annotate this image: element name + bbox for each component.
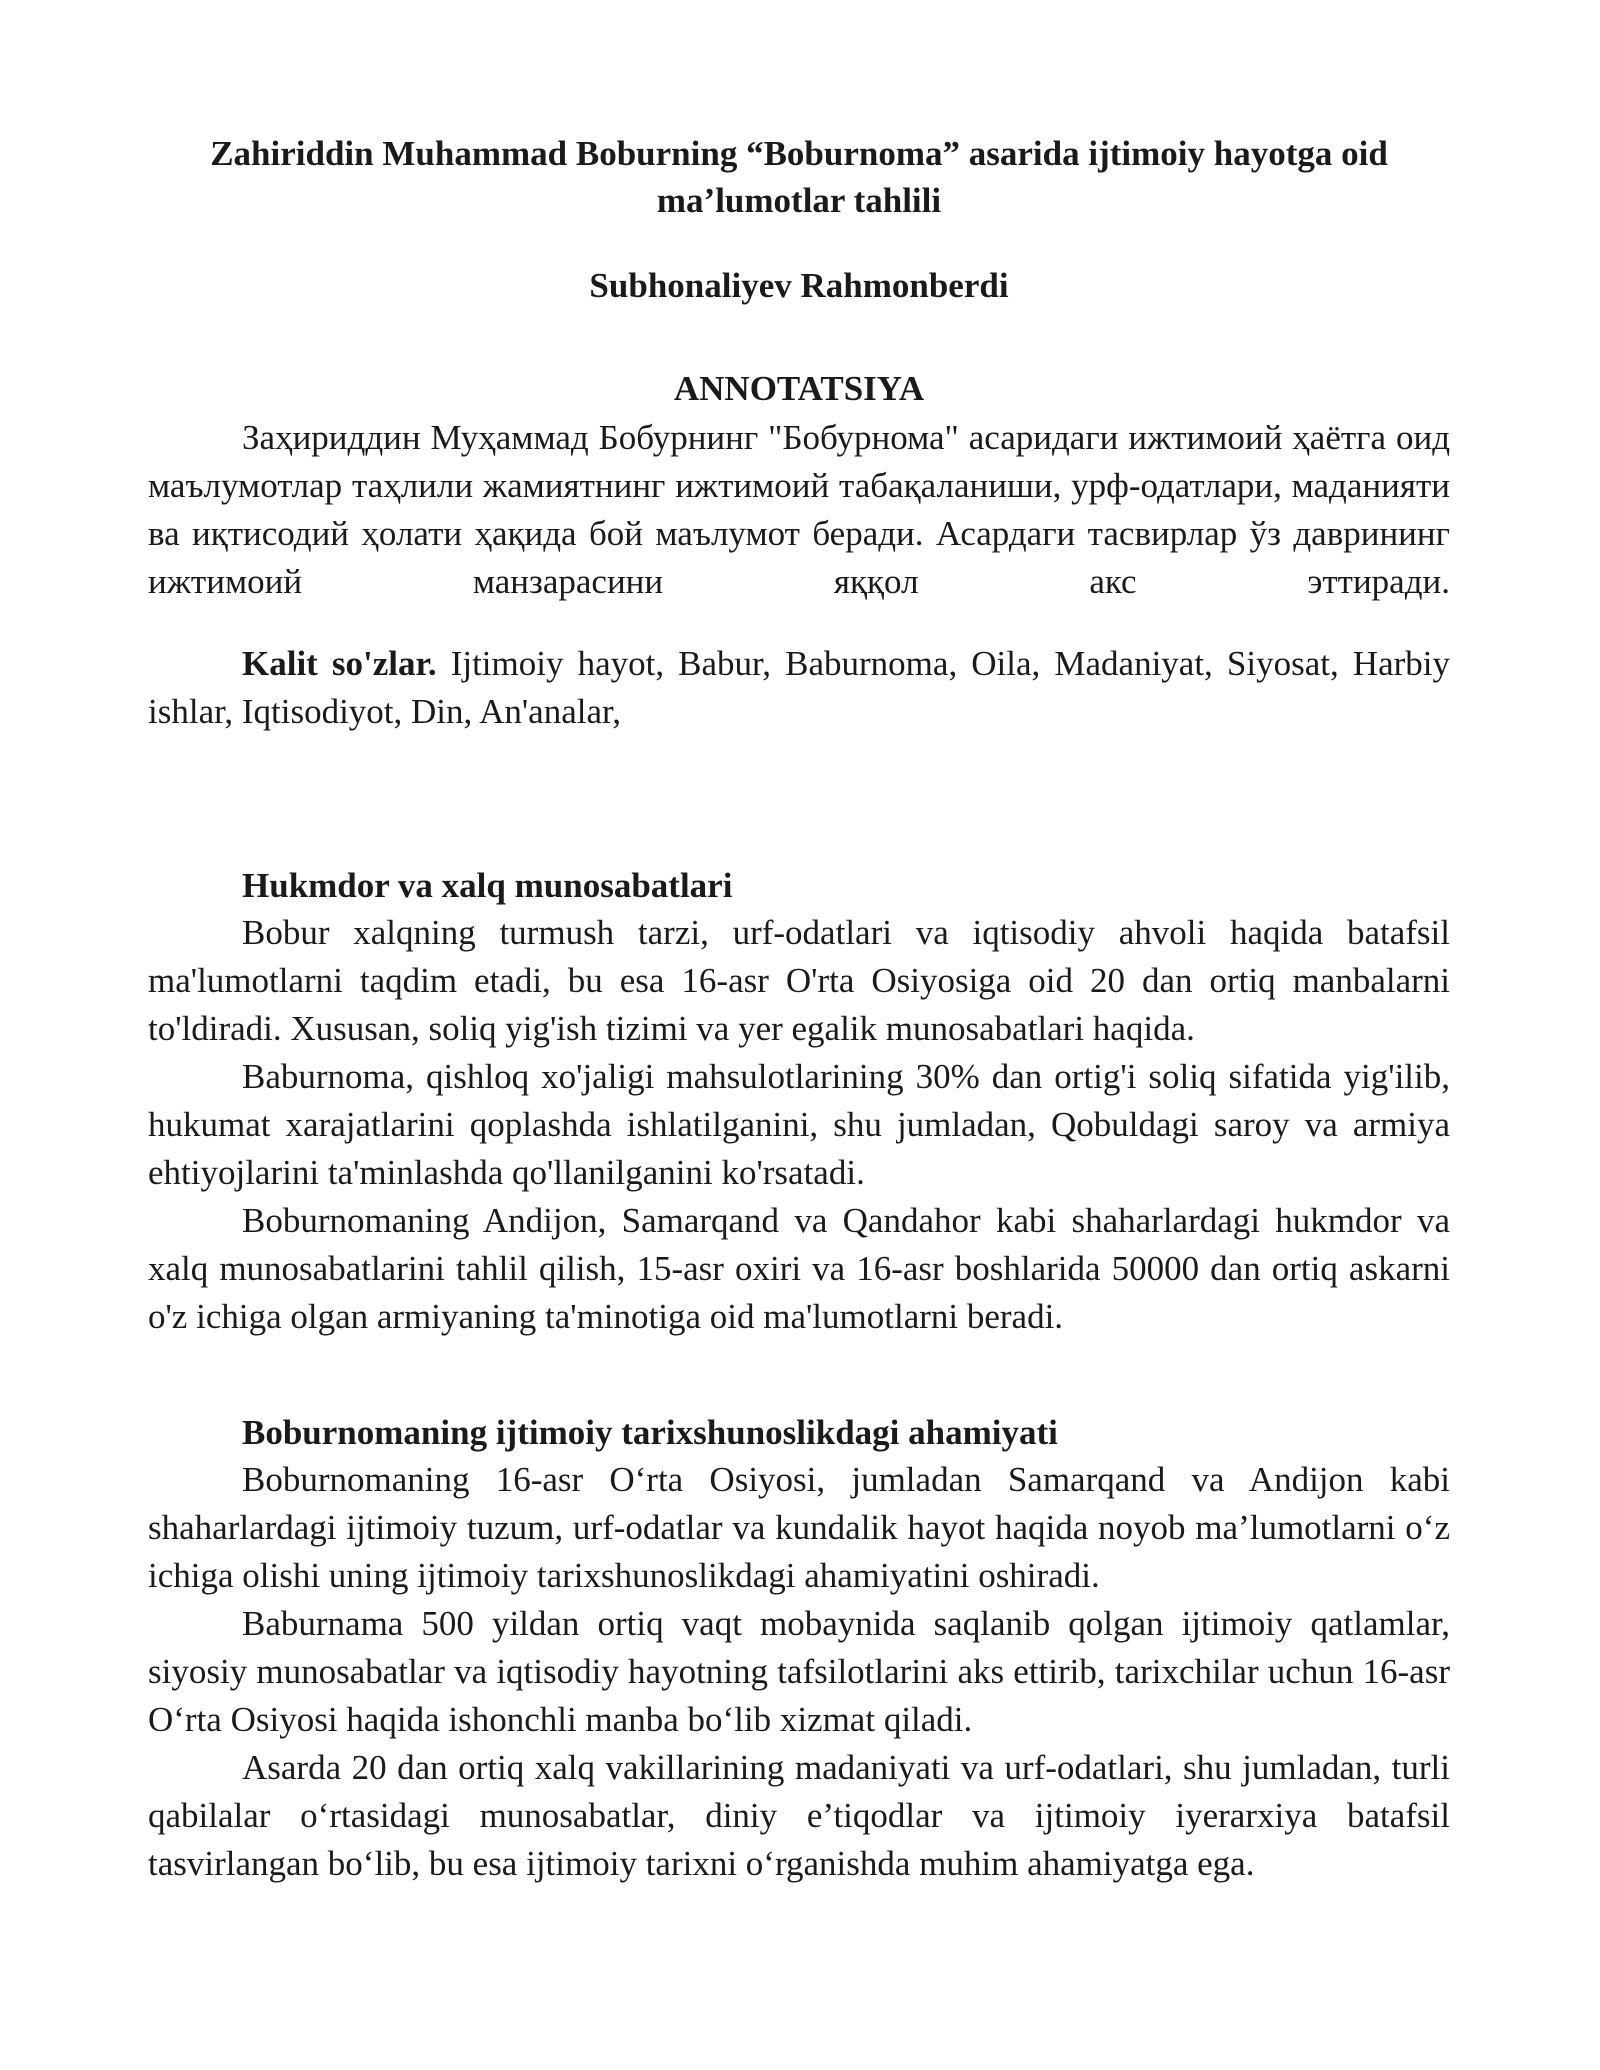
section-heading-ruler-people: Hukmdor va xalq munosabatlari [242,866,733,905]
section-1-paragraph-2: Baburnoma, qishloq xo'jaligi mahsulotlarining 30% dan ortig'i soliq sifatida yig'ilib, hukumat xarajatlarini qoplashda ishlatilganini, shu jumladan, Qobuldagi saroy va armiya ehtiyojlarini ta'minlashda qo'llanilganini ko'rsatadi. [148,1057,1450,1192]
document-page [148,130,1450,1888]
section-1-paragraph-1: Bobur xalqning turmush tarzi, urf-odatlari va iqtisodiy ahvoli haqida batafsil ma'lumotlarni taqdim etadi, bu esa 16-asr O'rta Osiyosiga oid 20 dan ortiq manbalarni to'ldiradi. Xususan, soliq yig'ish tizimi va yer egalik munosabatlari haqida. [148,913,1450,1048]
keywords-paragraph [148,640,1450,736]
document-title: Zahiriddin Muhammad Boburning “Boburnoma” asarida ijtimoiy hayotga oid ma’lumotlar tahlili [210,134,1388,220]
keywords-text: Ijtimoiy hayot, Babur, Baburnoma, Oila, Madaniyat, Siyosat, Harbiy ishlar, Iqtisodiyot, Din, An'analar, [148,644,1450,731]
section-2-paragraph-3: Asarda 20 dan ortiq xalq vakillarining madaniyati va urf-odatlari, shu jumladan, turli qabilalar o‘rtasidagi munosabatlar, diniy e’tiqodlar va ijtimoiy iyerarxiya batafsil tasvirlangan bo‘lib, bu esa ijtimoiy tarixni o‘rganishda muhim ahamiyatga ega. [148,1748,1450,1883]
section-2-paragraph-1: Boburnomaning 16-asr O‘rta Osiyosi, jumladan Samarqand va Andijon kabi shaharlardagi ijtimoiy tuzum, urf-odatlar va kundalik hayot haqida noyob ma’lumotlarni o‘z ichiga olishi uning ijtimoiy tarixshunoslikdagi ahamiyatini oshiradi. [148,1460,1450,1595]
section-1-paragraph-3: Boburnomaning Andijon, Samarqand va Qandahor kabi shaharlardagi hukmdor va xalq munosabatlarini tahlil qilish, 15-asr oxiri va 16-asr boshlarida 50000 dan ortiq askarni o'z ichiga olgan armiyaning ta'minotiga oid ma'lumotlarni beradi. [148,1201,1450,1336]
annotation-heading: ANNOTATSIYA [673,369,925,408]
section-2-paragraph-2: Baburnama 500 yildan ortiq vaqt mobaynida saqlanib qolgan ijtimoiy qatlamlar, siyosiy munosabatlar va iqtisodiy hayotning tafsilotlarini aks ettirib, tarixchilar uchun 16-asr O‘rta Osiyosi haqida ishonchli manba bo‘lib xizmat qiladi. [148,1604,1450,1739]
keywords-label: Kalit so'zlar. [242,644,437,683]
annotation-text: Заҳириддин Муҳаммад Бобурнинг "Бобурнома" асаридаги ижтимоий ҳаётга оид маълумотлар таҳлили жамиятнинг ижтимоий табақаланиши, урф-одатлари, маданияти ва иқтисодий ҳолати ҳақида бой маълумот беради. Асардаги тасвирлар ўз даврининг ижтимоий манзарасини яққол акс эттиради. [148,418,1450,601]
author-name: Subhonaliyev Rahmonberdi [589,266,1009,305]
section-heading-historiography: Boburnomaning ijtimoiy tarixshunoslikdagi ahamiyati [242,1413,1058,1452]
